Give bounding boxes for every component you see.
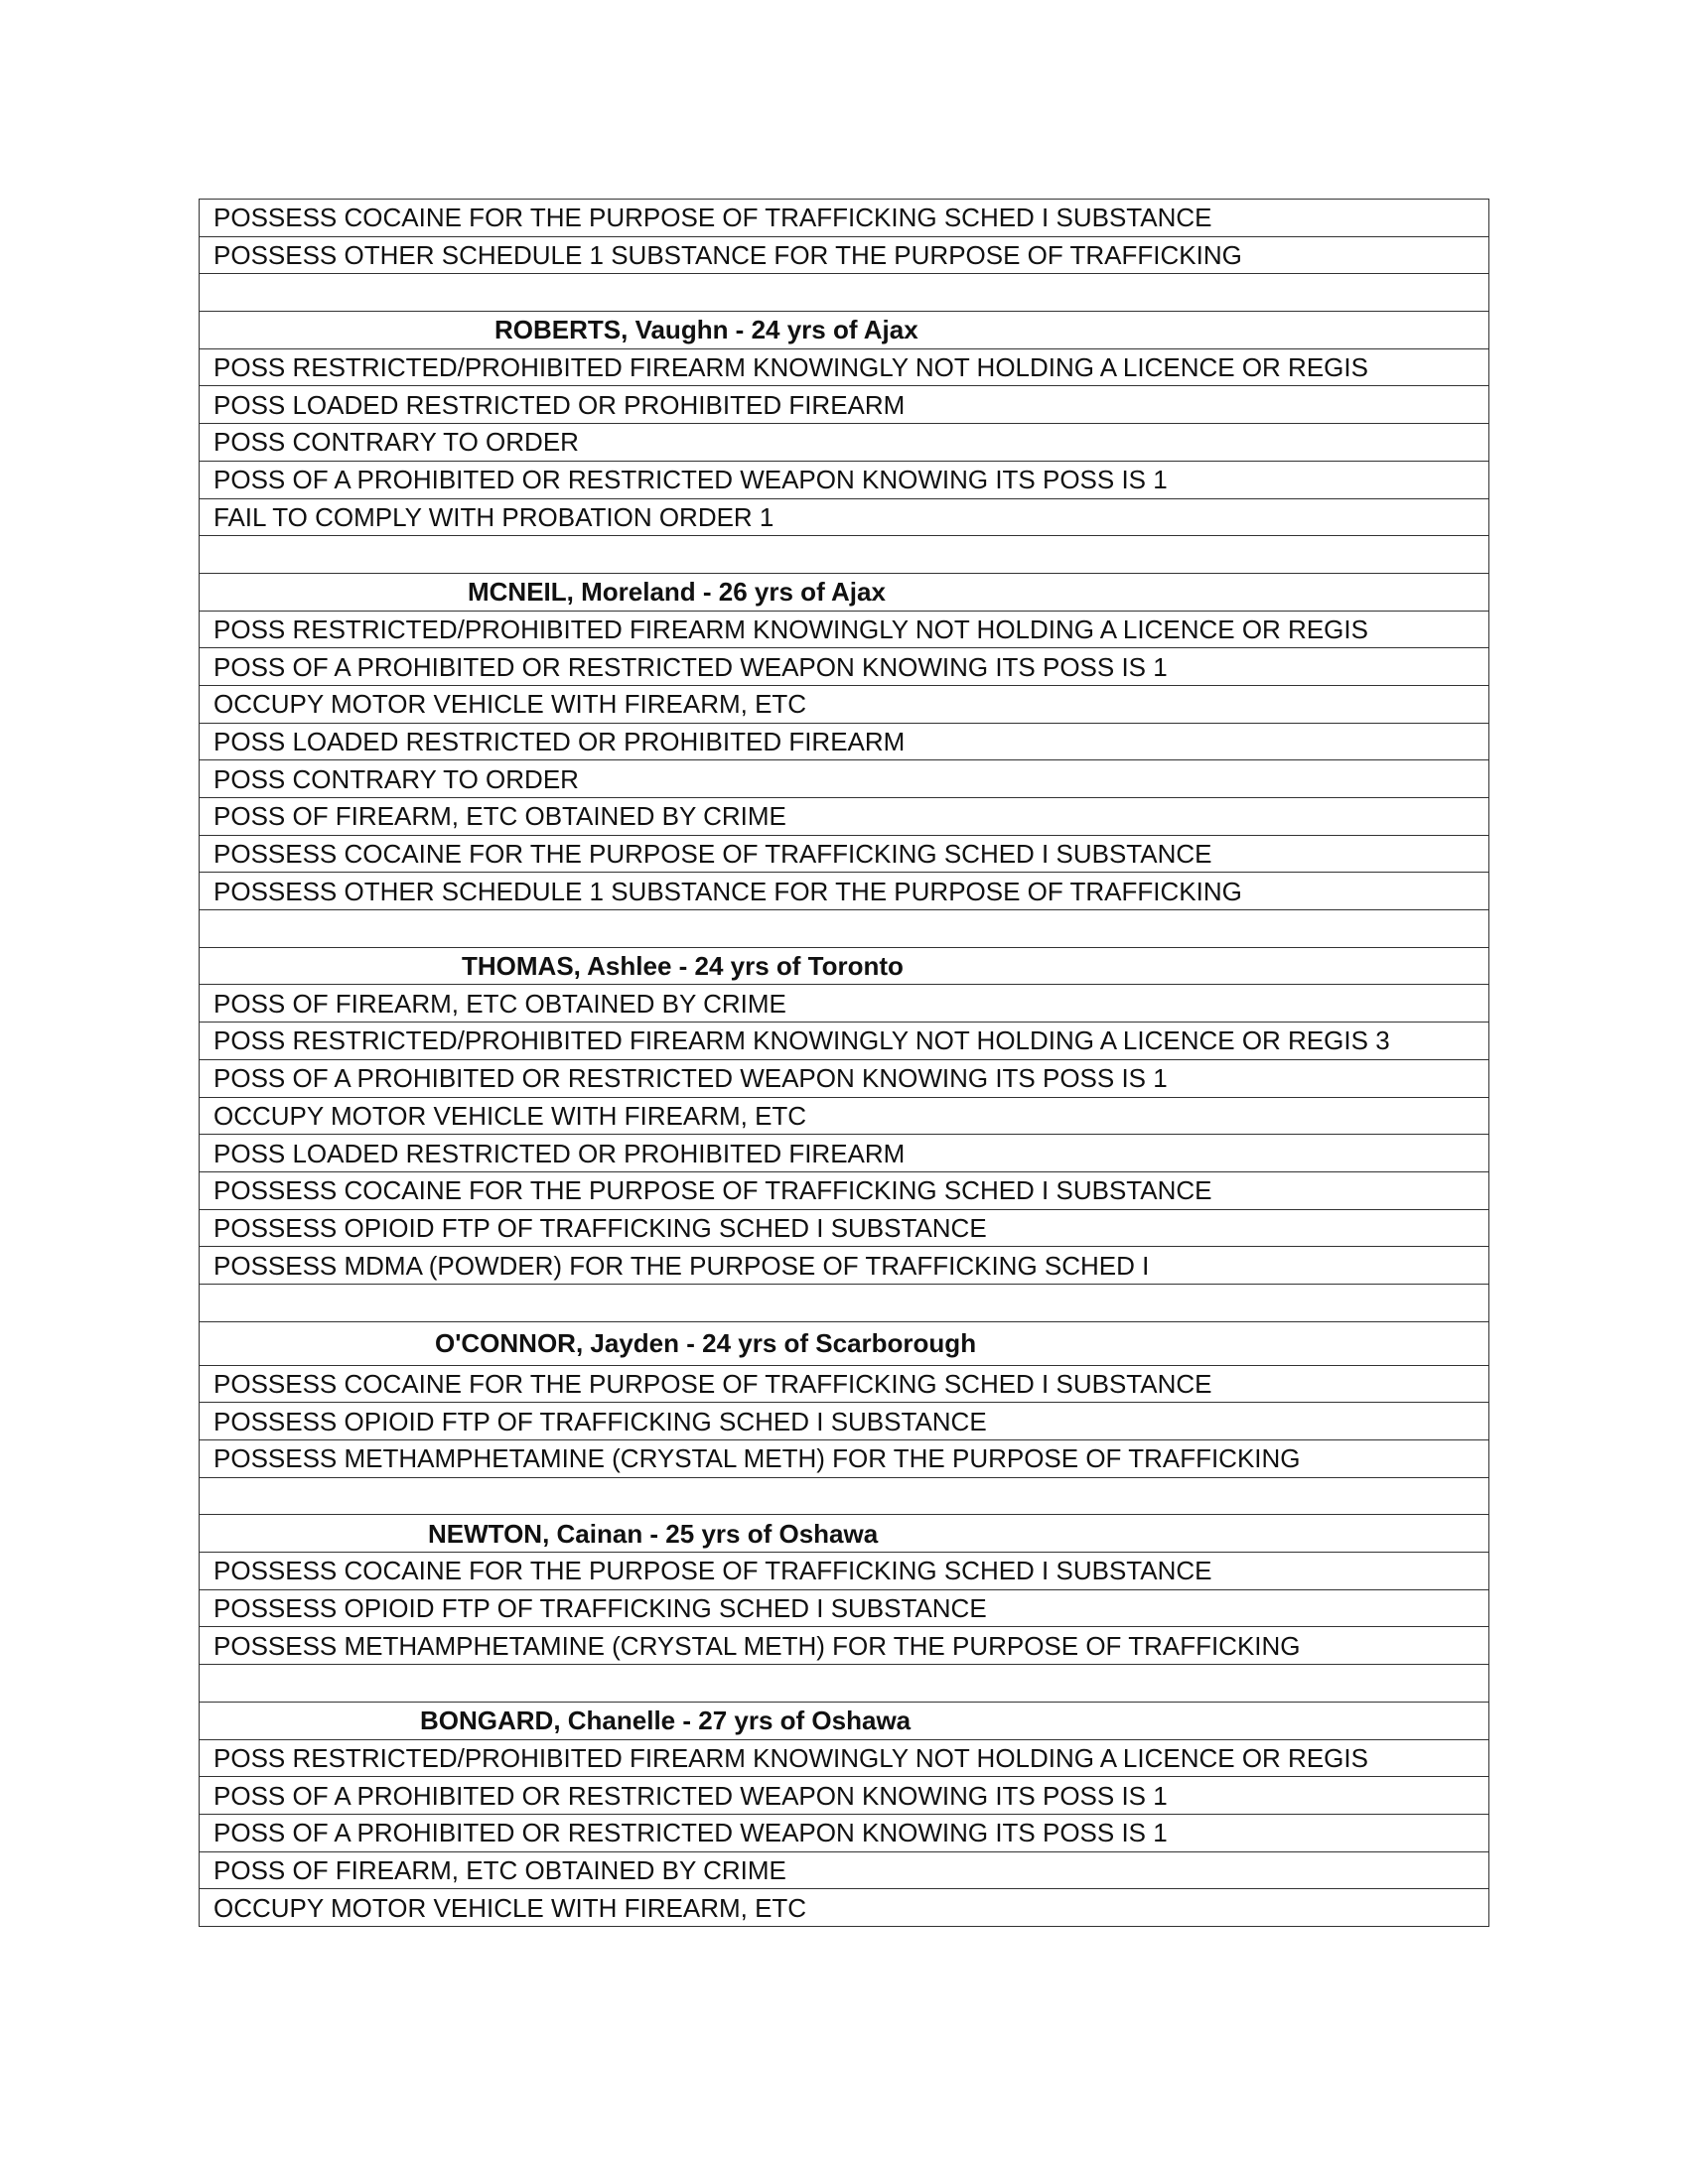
charge-cell: POSSESS METHAMPHETAMINE (CRYSTAL METH) FOR THE PURPOSE OF TRAFFICKING <box>200 1440 1489 1478</box>
charge-row <box>200 1059 1489 1097</box>
person-header-row <box>200 1515 1489 1553</box>
spacer-cell <box>200 1477 1489 1515</box>
charge-row <box>200 723 1489 760</box>
charge-cell: POSS OF A PROHIBITED OR RESTRICTED WEAPON KNOWING ITS POSS IS 1 <box>200 1059 1489 1097</box>
person-header-row <box>200 1702 1489 1739</box>
charge-cell: POSS RESTRICTED/PROHIBITED FIREARM KNOWINGLY NOT HOLDING A LICENCE OR REGIS <box>200 1739 1489 1777</box>
spacer-row <box>200 536 1489 574</box>
person-header-text: O'CONNOR, Jayden - 24 yrs of Scarborough <box>435 1328 977 1359</box>
charge-row <box>200 1023 1489 1060</box>
charge-row <box>200 1365 1489 1403</box>
charge-row <box>200 1135 1489 1172</box>
charge-cell: POSSESS COCAINE FOR THE PURPOSE OF TRAFFICKING SCHED I SUBSTANCE <box>200 200 1489 237</box>
charge-cell: POSS OF FIREARM, ETC OBTAINED BY CRIME <box>200 1851 1489 1889</box>
spacer-row <box>200 274 1489 312</box>
charge-cell: POSSESS OPIOID FTP OF TRAFFICKING SCHED I SUBSTANCE <box>200 1209 1489 1247</box>
charge-row <box>200 1171 1489 1209</box>
spacer-cell <box>200 1284 1489 1321</box>
charge-cell: POSS CONTRARY TO ORDER <box>200 760 1489 798</box>
charge-row <box>200 611 1489 648</box>
charge-row <box>200 1777 1489 1815</box>
charge-row <box>200 498 1489 536</box>
spacer-cell <box>200 536 1489 574</box>
person-header-text: ROBERTS, Vaughn - 24 yrs of Ajax <box>494 315 918 345</box>
charge-row <box>200 461 1489 498</box>
charge-row <box>200 1889 1489 1927</box>
charge-row <box>200 1739 1489 1777</box>
spacer-cell <box>200 1665 1489 1703</box>
charge-cell: POSS RESTRICTED/PROHIBITED FIREARM KNOWINGLY NOT HOLDING A LICENCE OR REGIS <box>200 611 1489 648</box>
charge-cell: POSSESS COCAINE FOR THE PURPOSE OF TRAFFICKING SCHED I SUBSTANCE <box>200 1553 1489 1590</box>
person-header-text: MCNEIL, Moreland - 26 yrs of Ajax <box>468 577 886 608</box>
spacer-row <box>200 910 1489 948</box>
charge-row <box>200 1589 1489 1627</box>
charge-cell: POSSESS METHAMPHETAMINE (CRYSTAL METH) FOR THE PURPOSE OF TRAFFICKING <box>200 1627 1489 1665</box>
charge-cell: POSS OF FIREARM, ETC OBTAINED BY CRIME <box>200 798 1489 836</box>
charge-row <box>200 798 1489 836</box>
charge-row <box>200 1627 1489 1665</box>
person-header-row <box>200 573 1489 611</box>
charge-row <box>200 1814 1489 1851</box>
person-header-cell <box>200 947 1489 985</box>
charge-cell: POSSESS OPIOID FTP OF TRAFFICKING SCHED I SUBSTANCE <box>200 1589 1489 1627</box>
person-header-cell <box>200 312 1489 349</box>
charge-row <box>200 685 1489 723</box>
person-header-cell <box>200 1702 1489 1739</box>
charge-row <box>200 424 1489 462</box>
charge-cell: POSS OF A PROHIBITED OR RESTRICTED WEAPON KNOWING ITS POSS IS 1 <box>200 648 1489 686</box>
person-header-cell <box>200 1515 1489 1553</box>
person-header-row <box>200 1321 1489 1365</box>
charge-row <box>200 1553 1489 1590</box>
charge-row <box>200 386 1489 424</box>
charge-cell: POSSESS COCAINE FOR THE PURPOSE OF TRAFFICKING SCHED I SUBSTANCE <box>200 835 1489 873</box>
spacer-cell <box>200 910 1489 948</box>
charge-cell: POSS LOADED RESTRICTED OR PROHIBITED FIREARM <box>200 1135 1489 1172</box>
charge-cell: POSSESS COCAINE FOR THE PURPOSE OF TRAFFICKING SCHED I SUBSTANCE <box>200 1171 1489 1209</box>
charge-cell: POSS RESTRICTED/PROHIBITED FIREARM KNOWINGLY NOT HOLDING A LICENCE OR REGIS 3 <box>200 1023 1489 1060</box>
charge-row <box>200 1440 1489 1478</box>
charge-cell: POSSESS OTHER SCHEDULE 1 SUBSTANCE FOR THE PURPOSE OF TRAFFICKING <box>200 873 1489 910</box>
charge-cell: POSS OF A PROHIBITED OR RESTRICTED WEAPON KNOWING ITS POSS IS 1 <box>200 1777 1489 1815</box>
charge-cell: FAIL TO COMPLY WITH PROBATION ORDER 1 <box>200 498 1489 536</box>
charge-row <box>200 200 1489 237</box>
spacer-row <box>200 1284 1489 1321</box>
charge-row <box>200 1247 1489 1285</box>
charge-cell: POSSESS OPIOID FTP OF TRAFFICKING SCHED I SUBSTANCE <box>200 1403 1489 1440</box>
person-header-cell <box>200 573 1489 611</box>
charge-cell: OCCUPY MOTOR VEHICLE WITH FIREARM, ETC <box>200 685 1489 723</box>
charge-cell: POSS RESTRICTED/PROHIBITED FIREARM KNOWINGLY NOT HOLDING A LICENCE OR REGIS <box>200 348 1489 386</box>
charge-row <box>200 1851 1489 1889</box>
charges-table-body <box>200 200 1489 1927</box>
spacer-cell <box>200 274 1489 312</box>
person-header-cell <box>200 1321 1489 1365</box>
spacer-row <box>200 1477 1489 1515</box>
person-header-text: THOMAS, Ashlee - 24 yrs of Toronto <box>462 951 904 982</box>
charge-row <box>200 236 1489 274</box>
charge-cell: POSS LOADED RESTRICTED OR PROHIBITED FIREARM <box>200 386 1489 424</box>
charge-row <box>200 1097 1489 1135</box>
charge-row <box>200 873 1489 910</box>
person-header-text: NEWTON, Cainan - 25 yrs of Oshawa <box>428 1518 879 1549</box>
charge-cell: POSS CONTRARY TO ORDER <box>200 424 1489 462</box>
charge-cell: POSS OF A PROHIBITED OR RESTRICTED WEAPON KNOWING ITS POSS IS 1 <box>200 1814 1489 1851</box>
charge-cell: POSSESS MDMA (POWDER) FOR THE PURPOSE OF TRAFFICKING SCHED I <box>200 1247 1489 1285</box>
charges-table <box>199 199 1489 1927</box>
charge-cell: POSS OF FIREARM, ETC OBTAINED BY CRIME <box>200 985 1489 1023</box>
charge-row <box>200 1403 1489 1440</box>
person-header-row <box>200 312 1489 349</box>
person-header-row <box>200 947 1489 985</box>
spacer-row <box>200 1665 1489 1703</box>
charge-row <box>200 835 1489 873</box>
charge-row <box>200 985 1489 1023</box>
charge-cell: OCCUPY MOTOR VEHICLE WITH FIREARM, ETC <box>200 1889 1489 1927</box>
charge-row <box>200 760 1489 798</box>
charge-row <box>200 1209 1489 1247</box>
charge-cell: POSS LOADED RESTRICTED OR PROHIBITED FIREARM <box>200 723 1489 760</box>
charge-row <box>200 348 1489 386</box>
charge-cell: OCCUPY MOTOR VEHICLE WITH FIREARM, ETC <box>200 1097 1489 1135</box>
charge-cell: POSSESS OTHER SCHEDULE 1 SUBSTANCE FOR THE PURPOSE OF TRAFFICKING <box>200 236 1489 274</box>
charge-cell: POSSESS COCAINE FOR THE PURPOSE OF TRAFFICKING SCHED I SUBSTANCE <box>200 1365 1489 1403</box>
charge-row <box>200 648 1489 686</box>
charge-cell: POSS OF A PROHIBITED OR RESTRICTED WEAPON KNOWING ITS POSS IS 1 <box>200 461 1489 498</box>
person-header-text: BONGARD, Chanelle - 27 yrs of Oshawa <box>420 1706 912 1736</box>
